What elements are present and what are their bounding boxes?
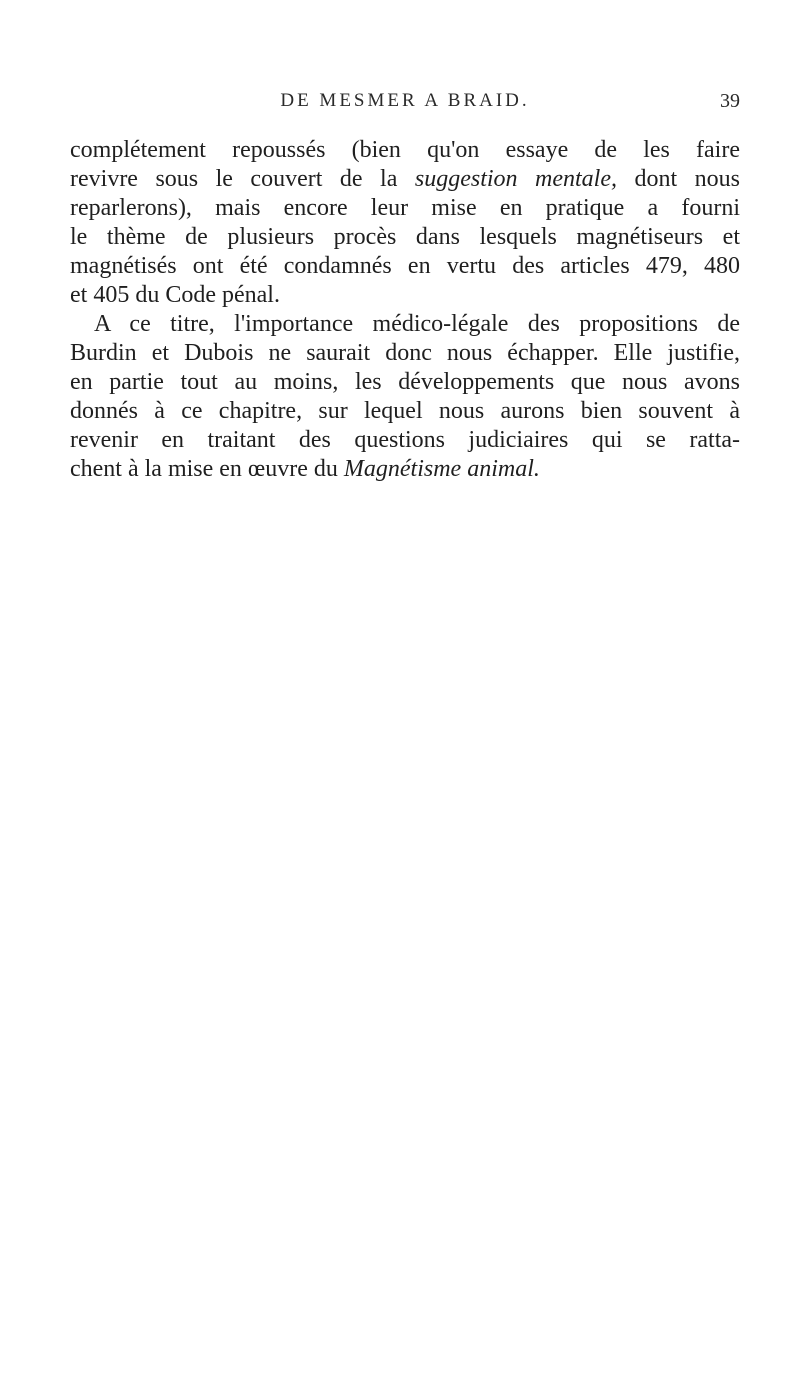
text-line — [70, 455, 740, 484]
text-line — [70, 310, 740, 339]
body-text — [70, 136, 740, 484]
text-line — [70, 426, 740, 455]
text-segment: revenir en traitant des questions judiciaires qui se ratta- — [70, 427, 740, 453]
paragraph — [70, 310, 740, 484]
text-segment: complétement repoussés (bien qu'on essaye de les faire — [70, 137, 740, 163]
text-line — [70, 339, 740, 368]
text-line — [70, 223, 740, 252]
text-line — [70, 136, 740, 165]
text-segment: le thème de plusieurs procès dans lesquels magnétiseurs et — [70, 224, 740, 250]
text-segment: en partie tout au moins, les développements que nous avons — [70, 369, 740, 395]
italic-text: suggestion mentale, — [414, 166, 617, 192]
text-segment: revivre sous le couvert de la — [70, 166, 415, 192]
text-line — [70, 194, 740, 223]
text-line — [70, 165, 740, 194]
page-number: 39 — [720, 90, 740, 112]
text-segment: magnétisés ont été condamnés en vertu des articles 479, 480 — [70, 253, 740, 279]
text-line — [70, 281, 740, 310]
text-segment: dont nous — [617, 166, 740, 192]
running-head — [70, 90, 740, 114]
italic-text: Magnétisme animal. — [343, 456, 540, 482]
text-line — [70, 368, 740, 397]
running-title: DE MESMER A BRAID. — [280, 90, 530, 111]
text-line — [70, 397, 740, 426]
paragraph — [70, 136, 740, 310]
text-segment: donnés à ce chapitre, sur lequel nous aurons bien souvent à — [70, 398, 740, 424]
text-segment: A ce titre, l'importance médico-légale des propositions de — [94, 311, 740, 337]
text-segment: Burdin et Dubois ne saurait donc nous échapper. Elle justifie, — [70, 340, 740, 366]
text-segment: et 405 du Code pénal. — [70, 282, 280, 308]
text-segment: chent à la mise en œuvre du — [70, 456, 344, 482]
text-segment: reparlerons), mais encore leur mise en pratique a fourni — [70, 195, 740, 221]
text-line — [70, 252, 740, 281]
